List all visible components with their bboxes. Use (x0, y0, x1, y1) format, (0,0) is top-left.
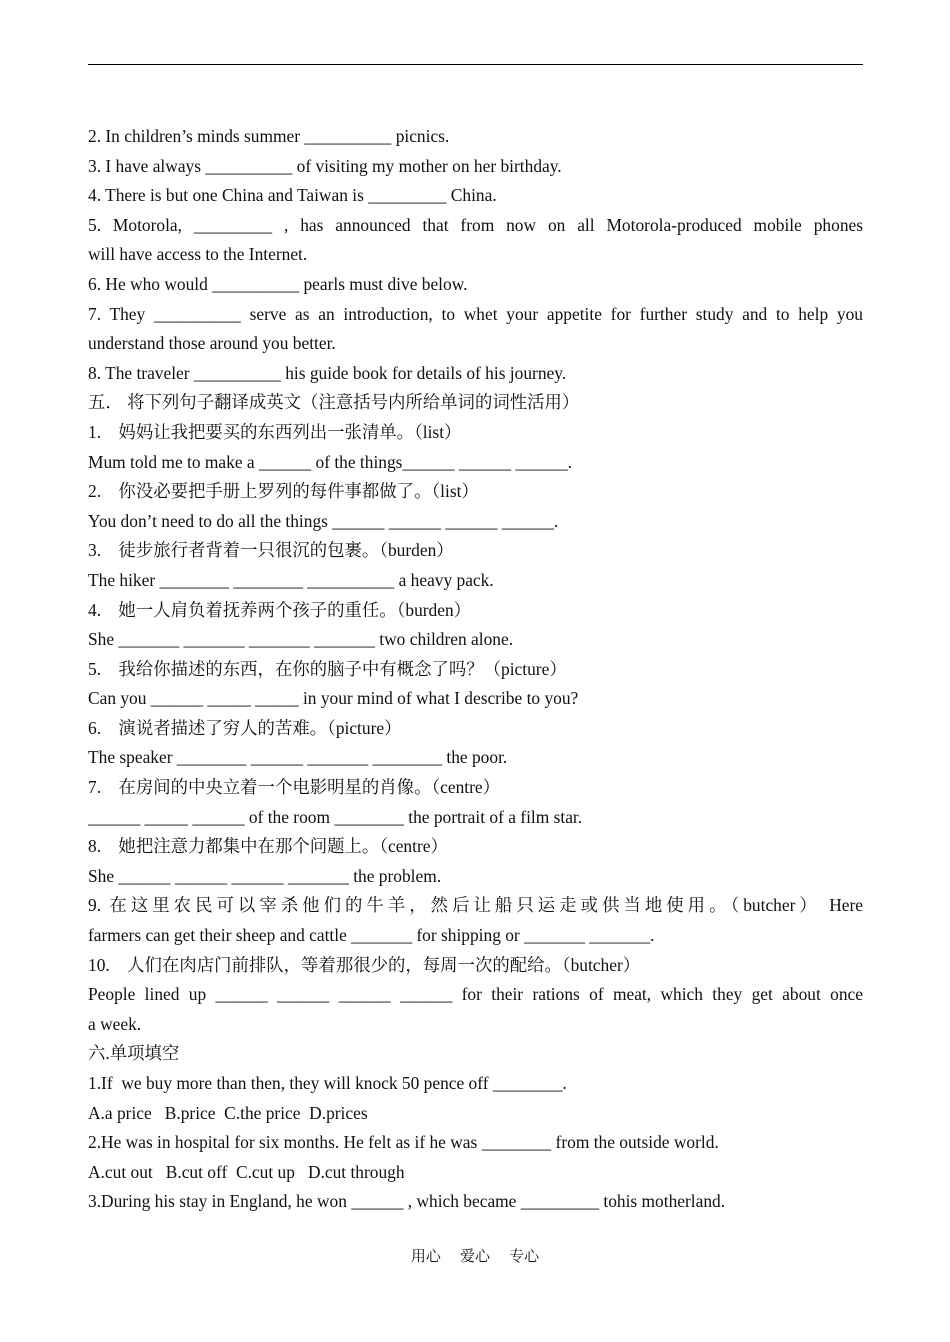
prompt-line: 4. 她一人肩负着抚养两个孩子的重任。（burden） (88, 599, 472, 620)
question-line: 2.He was in hospital for six months. He felt as if he was ________ from the outside world. (88, 1132, 719, 1153)
prompt-line: 1. 妈妈让我把要买的东西列出一张清单。（list） (88, 421, 462, 442)
prompt-line: 5. 我给你描述的东西，在你的脑子中有概念了吗？（picture） (88, 658, 567, 679)
answer-line: farmers can get their sheep and cattle _______ for shipping or _______ _______. (88, 925, 655, 946)
question-line: 6. He who would __________ pearls must dive below. (88, 273, 468, 294)
question-line: 1.If we buy more than then, they will knock 50 pence off ________. (88, 1073, 567, 1093)
answer-line: The speaker ________ ______ _______ ________ the poor. (88, 747, 508, 768)
prompt-line: 9. 在这里农民可以宰杀他们的牛羊，然后让船只运走或供当地使用。（butcher） Here (88, 895, 863, 916)
answer-line: You don’t need to do all the things ______ ______ ______ ______. (88, 510, 559, 531)
question-line: 8. The traveler __________ his guide book for details of his journey. (88, 362, 567, 383)
header-rule (88, 64, 863, 65)
prompt-line: 7. 在房间的中央立着一个电影明星的肖像。（centre） (88, 777, 501, 798)
prompt-line: 8. 她把注意力都集中在那个问题上。（centre） (88, 836, 448, 857)
answer-line: Can you ______ _____ _____ in your mind of what I describe to you? (88, 688, 579, 709)
options-line: A.a price B.price C.the price D.prices (88, 1102, 368, 1123)
question-line: 7. They __________ serve as an introduction, to whet your appetite for further study and to help you (88, 303, 863, 324)
worksheet-body (88, 122, 863, 1217)
prompt-line: 6. 演说者描述了穷人的苦难。（picture） (88, 717, 402, 738)
question-line: 2. In children’s minds summer __________ picnics. (88, 126, 450, 146)
options-line: A.cut out B.cut off C.cut up D.cut through (88, 1161, 405, 1182)
answer-line: The hiker ________ ________ __________ a heavy pack. (88, 569, 494, 590)
question-line: 4. There is but one China and Taiwan is _________ China. (88, 185, 497, 206)
prompt-line: 10. 人们在肉店门前排队，等着那很少的，每周一次的配给。（butcher） (88, 954, 641, 975)
page-footer: 用心 爱心 专心 (410, 1247, 540, 1265)
prompt-line: 2. 你没必要把手册上罗列的每件事都做了。（list） (88, 481, 479, 502)
prompt-line: 3. 徒步旅行者背着一只很沉的包裹。（burden） (88, 540, 454, 561)
answer-line: She ______ ______ ______ _______ the problem. (88, 865, 442, 886)
question-line: will have access to the Internet. (88, 244, 308, 265)
question-line: 3. I have always __________ of visiting my mother on her birthday. (88, 155, 562, 176)
question-line: understand those around you better. (88, 333, 336, 354)
section-heading: 六.单项填空 (88, 1043, 180, 1064)
answer-line: She _______ _______ _______ _______ two children alone. (88, 629, 514, 650)
answer-line: Mum told me to make a ______ of the things______ ______ ______. (88, 451, 572, 472)
answer-line: ______ _____ ______ of the room ________ the portrait of a film star. (88, 806, 583, 827)
section-heading: 五． 将下列句子翻译成英文（注意括号内所给单词的词性活用） (88, 392, 580, 413)
question-line: 5. Motorola, _________ , has announced that from now on all Motorola-produced mobile phones (88, 214, 863, 235)
answer-line: People lined up ______ ______ ______ ______ for their rations of meat, which they get about once (88, 984, 863, 1005)
answer-line: a week. (88, 1013, 142, 1034)
question-line: 3.During his stay in England, he won ______ , which became _________ tohis motherland. (88, 1191, 726, 1212)
